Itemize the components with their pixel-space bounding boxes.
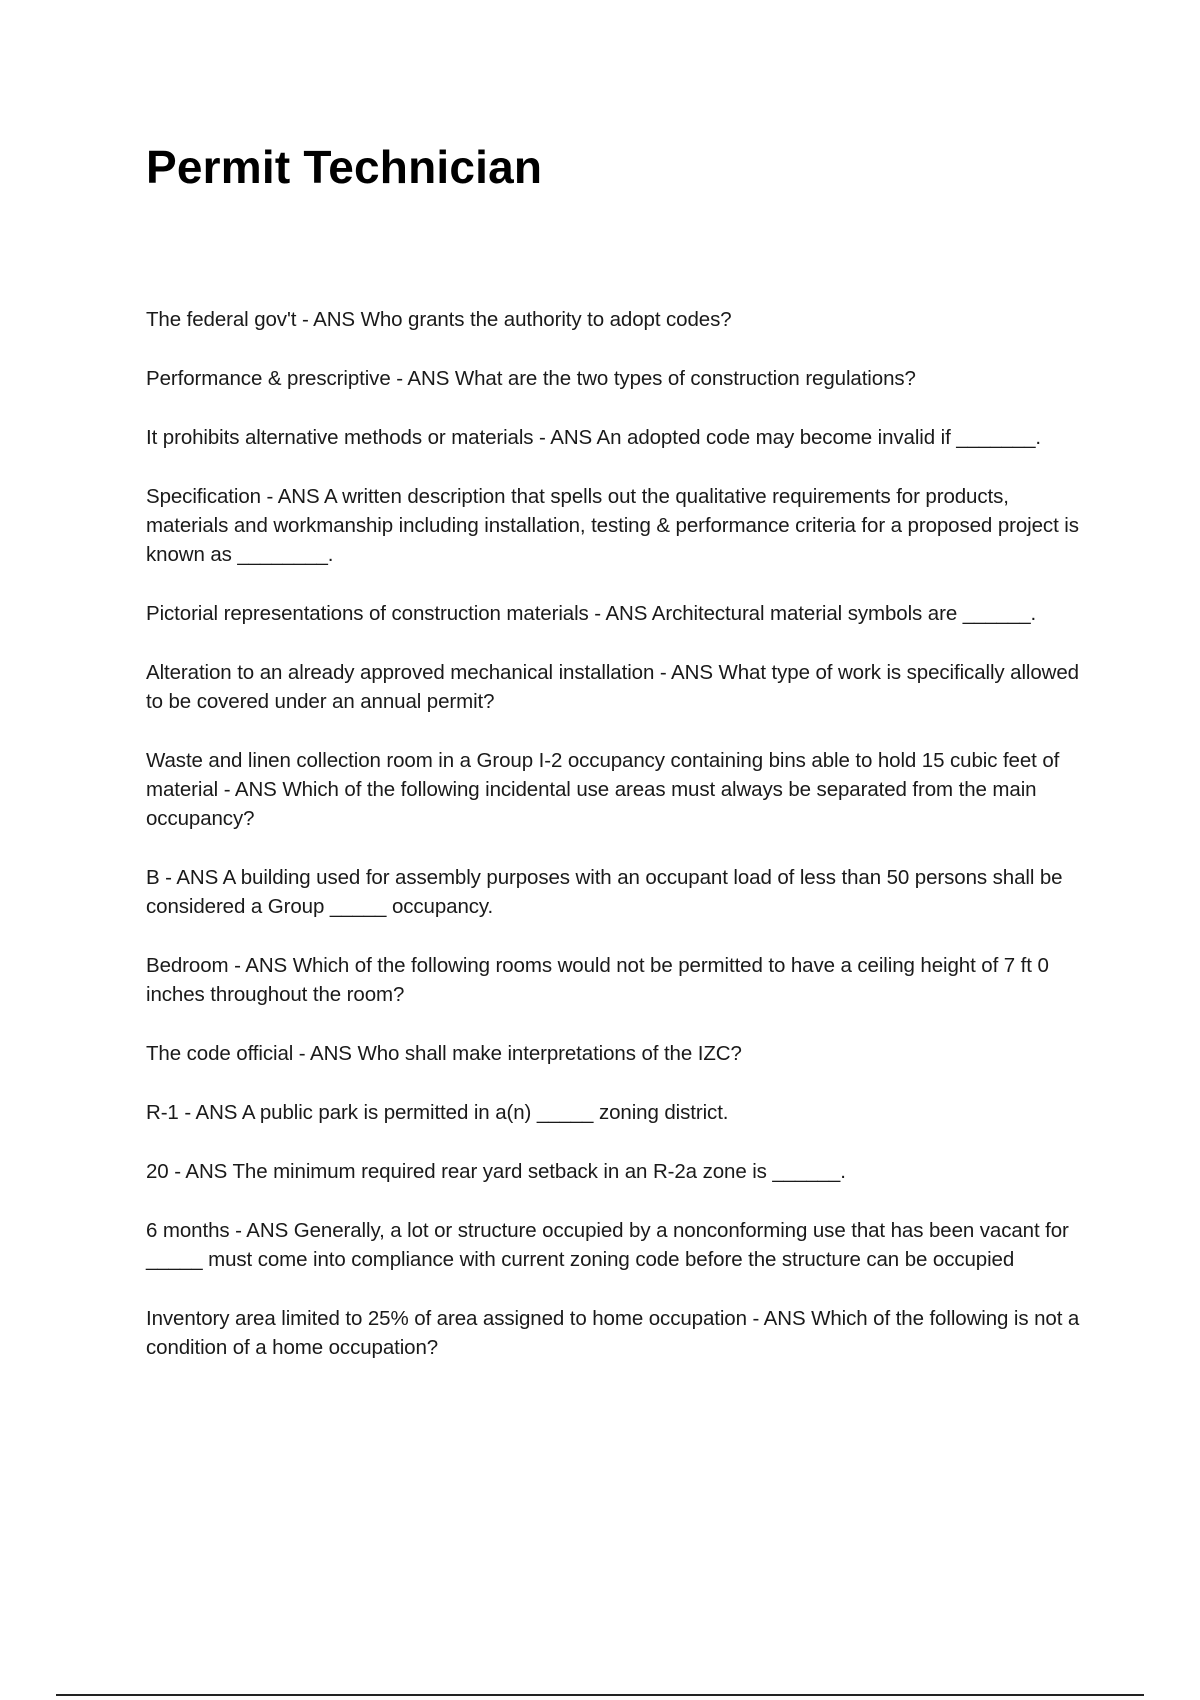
qa-item: The code official - ANS Who shall make interpretations of the IZC? bbox=[146, 1042, 742, 1065]
footer-divider bbox=[56, 1694, 1144, 1696]
qa-item: Waste and linen collection room in a Group I-2 occupancy containing bins able to hold 15 cubic feet of material - ANS Which of the following incidental use areas must always be separated from the main occupancy? bbox=[146, 749, 1060, 830]
qa-item: Performance & prescriptive - ANS What are the two types of construction regulations? bbox=[146, 367, 916, 390]
qa-item: B - ANS A building used for assembly purposes with an occupant load of less than 50 persons shall be considered a Group _____ occupancy. bbox=[146, 866, 1063, 918]
qa-item: R-1 - ANS A public park is permitted in a(n) _____ zoning district. bbox=[146, 1101, 729, 1124]
qa-item: Bedroom - ANS Which of the following rooms would not be permitted to have a ceiling height of 7 ft 0 inches throughout the room? bbox=[146, 954, 1049, 1006]
qa-item: 20 - ANS The minimum required rear yard setback in an R-2a zone is ______. bbox=[146, 1160, 846, 1183]
qa-item: Specification - ANS A written description that spells out the qualitative requirements for products, materials and workmanship including installation, testing & performance criteria for a proposed project is known as ________. bbox=[146, 485, 1079, 566]
qa-item: The federal gov't - ANS Who grants the authority to adopt codes? bbox=[146, 308, 732, 331]
qa-item: It prohibits alternative methods or materials - ANS An adopted code may become invalid if _______. bbox=[146, 426, 1041, 449]
qa-item: Inventory area limited to 25% of area assigned to home occupation - ANS Which of the following is not a condition of a home occupation? bbox=[146, 1307, 1080, 1359]
qa-item: Alteration to an already approved mechanical installation - ANS What type of work is specifically allowed to be covered under an annual permit? bbox=[146, 661, 1079, 713]
qa-item: 6 months - ANS Generally, a lot or structure occupied by a nonconforming use that has been vacant for _____ must come into compliance with current zoning code before the structure can be occupied bbox=[146, 1219, 1069, 1271]
page-title: Permit Technician bbox=[146, 141, 543, 193]
qa-list bbox=[146, 305, 1091, 1392]
qa-item: Pictorial representations of construction materials - ANS Architectural material symbols are ______. bbox=[146, 602, 1037, 625]
